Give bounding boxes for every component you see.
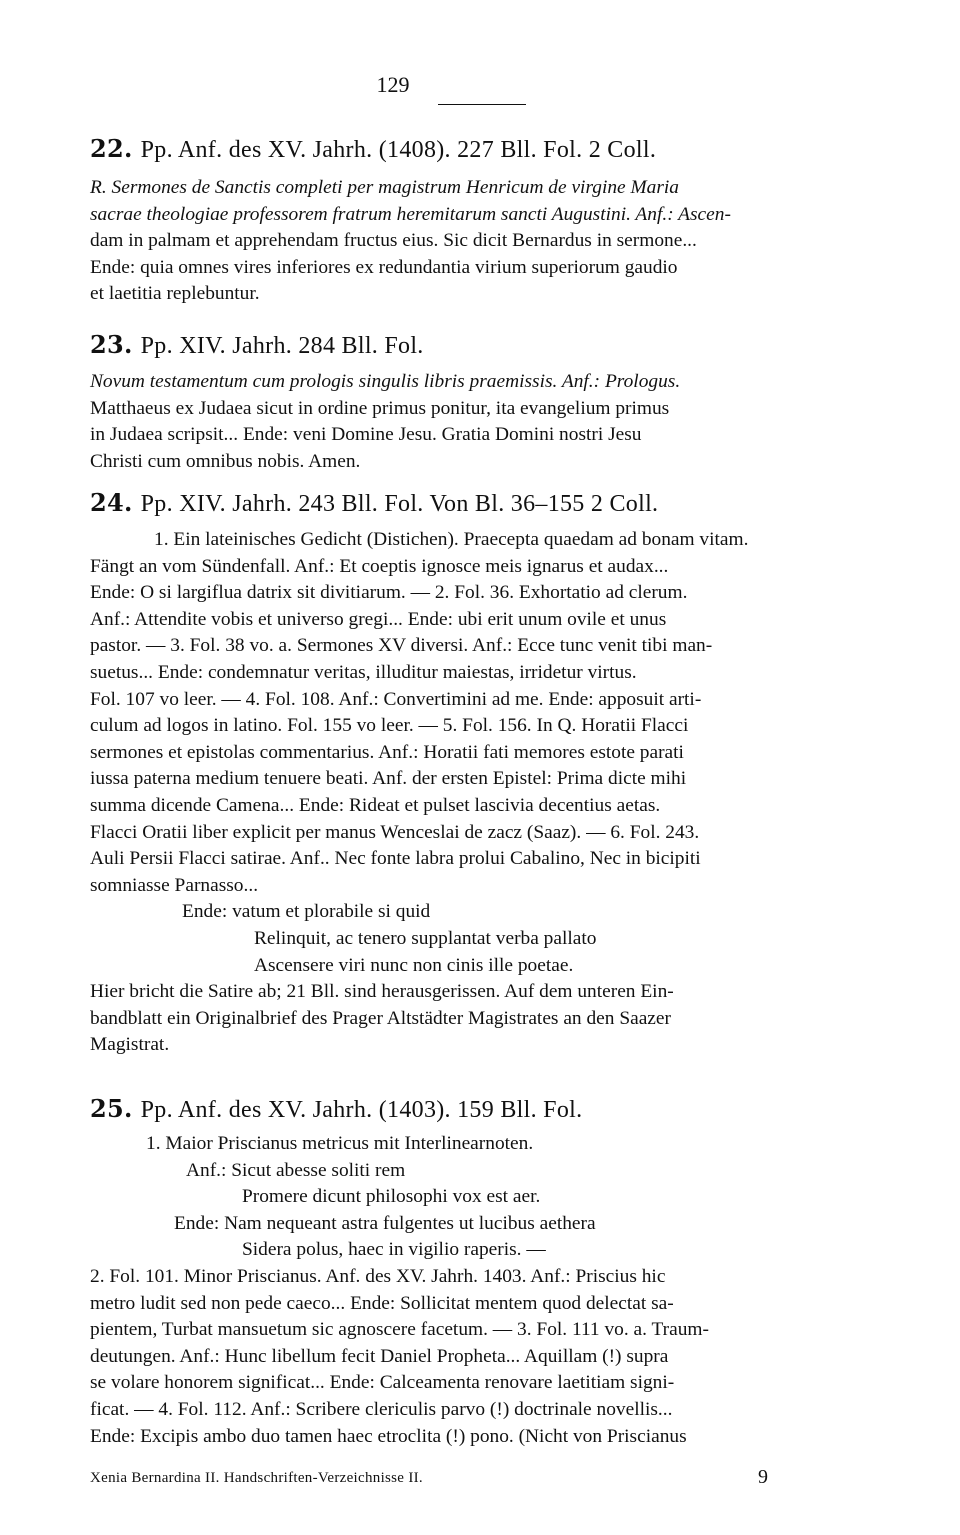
text-line: metro ludit sed non pede caeco... Ende: Sollicitat mentem quod delectat sa- (90, 1292, 674, 1314)
text-line: deutungen. Anf.: Hunc libellum fecit Daniel Propheta... Aquillam (!) supra (90, 1345, 669, 1367)
text-line: Flacci Oratii liber explicit per manus Wenceslai de zacz (Saaz). — 6. Fol. 243. (90, 821, 700, 843)
footer-signature: Xenia Bernardina II. Handschriften-Verzeichnisse II. (90, 1470, 423, 1486)
text-line: 2. Fol. 101. Minor Priscianus. Anf. des XV. Jahrh. 1403. Anf.: Priscius hic (90, 1265, 666, 1287)
text-line: 1. Maior Priscianus metricus mit Interlinearnoten. (146, 1133, 534, 1154)
entry-heading-text: Pp. XIV. Jahrh. 243 Bll. Fol. Von Bl. 36–155 2 Coll. (140, 491, 659, 517)
entry-number: 25. (90, 1094, 133, 1123)
text-line: Christi cum omnibus nobis. Amen. (90, 450, 361, 472)
text-line: 1. Ein lateinisches Gedicht (Distichen). Praecepta quaedam ad bonam vitam. (154, 529, 749, 550)
text-line: iussa paterna medium tenuere beati. Anf. der ersten Epistel: Prima dicte mihi (90, 768, 687, 790)
page-number: 129 (376, 72, 410, 97)
entry-heading-text: Pp. XIV. Jahrh. 284 Bll. Fol. (140, 333, 424, 359)
text-line: Auli Persii Flacci satirae. Anf.. Nec fonte labra prolui Cabalino, Nec in bicipiti (90, 848, 701, 870)
text-line: sermones et epistolas commentarius. Anf.: Horatii fati memores estote parati (90, 741, 684, 763)
verse-line: Ende: vatum et plorabile si quid (182, 901, 431, 923)
verse-line: Ascensere viri nunc non cinis ille poetae. (254, 954, 574, 976)
entry-body (90, 527, 876, 1059)
text-line: Fängt an vom Sündenfall. Anf.: Et coeptis ignosce meis ignarus et audax... (90, 555, 669, 577)
entry-23 (90, 330, 876, 475)
text-line: suetus... Ende: condemnatur veritas, illuditur maiestas, irridetur virtus. (90, 661, 637, 683)
entry-body (90, 175, 876, 308)
text-line: Ende: quia omnes vires inferiores ex redundantia virium superiorum gaudio (90, 256, 678, 278)
verse-line: Promere dicunt philosophi vox est aer. (242, 1186, 541, 1208)
text-line: Magistrat. (90, 1034, 170, 1056)
text-line: sacrae theologiae professorem fratrum heremitarum sancti Augustini. Anf.: Ascen- (90, 203, 731, 225)
entry-24 (90, 488, 876, 1059)
text-line: Anf.: Attendite vobis et universo gregi... Ende: ubi erit unum ovile et unus (90, 608, 667, 630)
text-line: pastor. — 3. Fol. 38 vo. a. Sermones XV diversi. Anf.: Ecce tunc venit tibi man- (90, 635, 713, 657)
text-line: R. Sermones de Sanctis completi per magistrum Henricum de virgine Maria (90, 177, 679, 198)
text-line: Ende: Excipis ambo duo tamen haec etroclita (!) pono. (Nicht von Priscianus (90, 1425, 687, 1447)
verse-line: Ende: Nam nequeant astra fulgentes ut lucibus aethera (174, 1212, 596, 1234)
entry-body (90, 1131, 876, 1450)
text-line: Matthaeus ex Judaea sicut in ordine primus ponitur, ita evangelium primus (90, 397, 670, 419)
text-line: culum ad logos in latino. Fol. 155 vo leer. — 5. Fol. 156. In Q. Horatii Flacci (90, 715, 689, 737)
entry-22 (90, 134, 876, 308)
text-line: summa dicende Camena... Ende: Rideat et pulset lascivia decentius aetas. (90, 794, 661, 816)
text-line: Hier bricht die Satire ab; 21 Bll. sind herausgerissen. Auf dem unteren Ein- (90, 981, 674, 1003)
sheet-number: 9 (758, 1466, 768, 1488)
text-line: in Judaea scripsit... Ende: veni Domine Jesu. Gratia Domini nostri Jesu (90, 424, 642, 446)
text-line: pientem, Turbat mansuetum sic agnoscere facetum. — 3. Fol. 111 vo. a. Traum- (90, 1319, 709, 1341)
text-line: Novum testamentum cum prologis singulis libris praemissis. Anf.: Prologus. (90, 371, 681, 392)
entry-heading (90, 1094, 876, 1125)
entry-heading-text: Pp. Anf. des XV. Jahrh. (1408). 227 Bll. Fol. 2 Coll. (140, 137, 657, 163)
entry-number: 22. (90, 134, 133, 163)
entry-25 (90, 1094, 876, 1450)
entry-number: 24. (90, 488, 133, 517)
entry-body (90, 369, 876, 475)
text-line: et laetitia replebuntur. (90, 283, 260, 305)
entry-number: 23. (90, 330, 133, 359)
page-number-rule (438, 104, 526, 105)
text-line: Fol. 107 vo leer. — 4. Fol. 108. Anf.: Convertimini ad me. Ende: apposuit arti- (90, 688, 702, 710)
text-line: bandblatt ein Originalbrief des Prager Altstädter Magistrates an den Saazer (90, 1007, 671, 1029)
entry-heading (90, 330, 876, 361)
text-line: se volare honorem significat... Ende: Calceamenta renovare laetitiam signi- (90, 1372, 675, 1394)
verse-line: Relinquit, ac tenero supplantat verba pallato (254, 927, 597, 949)
verse-line: Anf.: Sicut abesse soliti rem (186, 1159, 406, 1181)
text-line: dam in palmam et apprehendam fructus eius. Sic dicit Bernardus in sermone... (90, 230, 697, 252)
entry-heading (90, 134, 876, 165)
entry-heading-text: Pp. Anf. des XV. Jahrh. (1403). 159 Bll. Fol. (140, 1097, 583, 1123)
text-line: ficat. — 4. Fol. 112. Anf.: Scribere clericulis parvo (!) doctrinale novellis... (90, 1398, 673, 1420)
verse-line: Sidera polus, haec in vigilio raperis. — (242, 1239, 546, 1261)
entry-heading (90, 488, 876, 519)
text-line: Ende: O si largiflua datrix sit divitiarum. — 2. Fol. 36. Exhortatio ad clerum. (90, 582, 688, 604)
text-line: somniasse Parnasso... (90, 874, 259, 896)
